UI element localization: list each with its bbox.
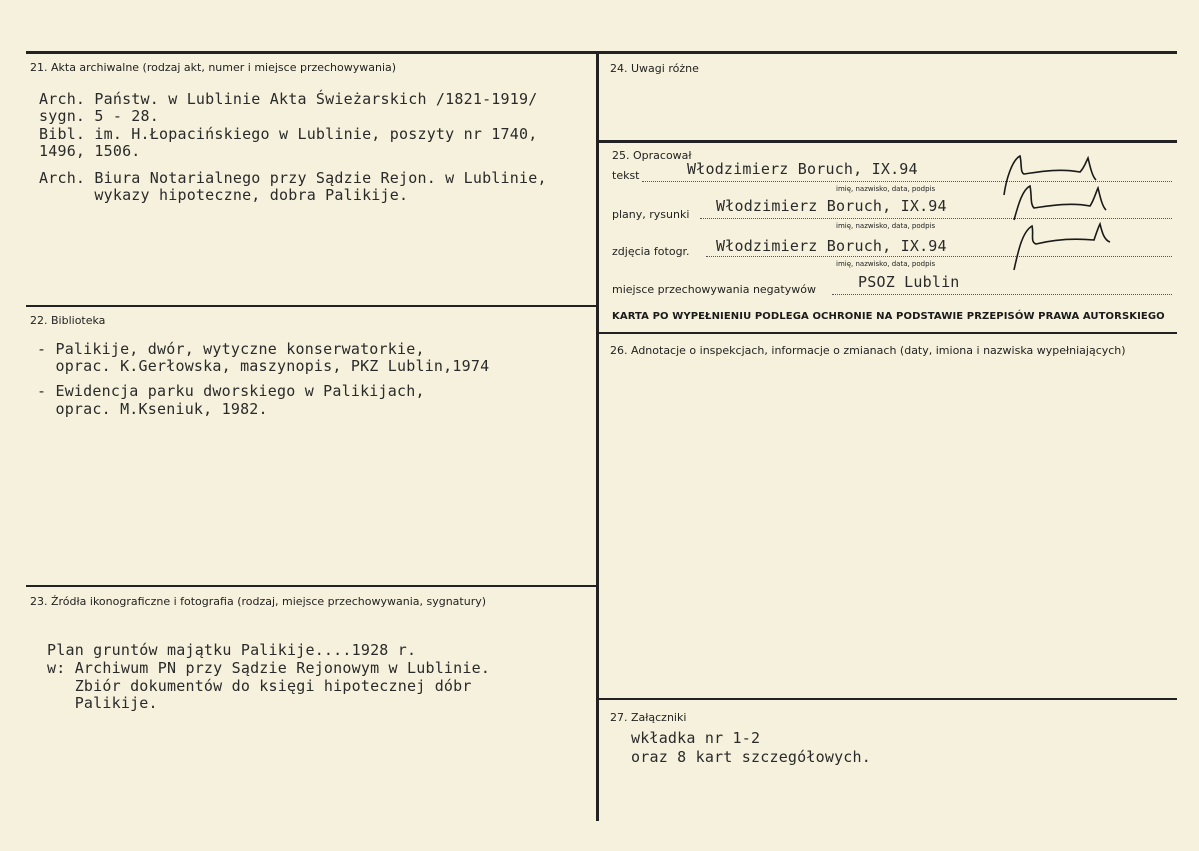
tekst-value: Włodzimierz Boruch, IX.94 bbox=[687, 160, 918, 178]
rule-22-23 bbox=[26, 585, 598, 587]
s23-line: Zbiór dokumentów do księgi hipotecznej dóbr bbox=[47, 677, 472, 695]
plany-value: Włodzimierz Boruch, IX.94 bbox=[716, 197, 947, 215]
section-22-heading: 22. Biblioteka bbox=[30, 314, 106, 327]
center-divider bbox=[596, 51, 599, 821]
negatywy-line bbox=[832, 294, 1172, 295]
s22-line: oprac. K.Gerłowska, maszynopis, PKZ Lublin,1974 bbox=[37, 357, 490, 375]
zdjecia-label: zdjęcia fotogr. bbox=[612, 245, 690, 258]
section-24-heading: 24. Uwagi różne bbox=[610, 62, 699, 75]
s27-line: wkładka nr 1-2 bbox=[631, 729, 761, 747]
s21-line: Arch. Państw. w Lublinie Akta Świeżarskich /1821-1919/ bbox=[39, 90, 538, 108]
s22-line: oprac. M.Kseniuk, 1982. bbox=[37, 400, 268, 418]
s22-line: - Ewidencja parku dworskiego w Palikijach, bbox=[37, 382, 425, 400]
s21-line: 1496, 1506. bbox=[39, 142, 141, 160]
section-21-heading: 21. Akta archiwalne (rodzaj akt, numer i miejsce przechowywania) bbox=[30, 61, 397, 74]
negatywy-value: PSOZ Lublin bbox=[858, 273, 960, 291]
rule-21-22 bbox=[26, 305, 598, 307]
plany-label: plany, rysunki bbox=[612, 208, 690, 221]
section-26-heading: 26. Adnotacje o inspekcjach, informacje o zmianach (daty, imiona i nazwiska wypełniających) bbox=[610, 344, 1126, 357]
rule-25-26 bbox=[598, 332, 1177, 334]
plany-caption: imię, nazwisko, data, podpis bbox=[836, 222, 936, 230]
s21-line: sygn. 5 - 28. bbox=[39, 107, 159, 125]
section-27-heading: 27. Załączniki bbox=[610, 711, 687, 724]
s21-line: wykazy hipoteczne, dobra Palikije. bbox=[39, 186, 409, 204]
top-rule bbox=[26, 51, 1177, 54]
s22-line: - Palikije, dwór, wytyczne konserwatorkie, bbox=[37, 340, 425, 358]
s23-line: w: Archiwum PN przy Sądzie Rejonowym w Lublinie. bbox=[47, 659, 491, 677]
section-23-heading: 23. Źródła ikonograficzne i fotografia (rodzaj, miejsce przechowywania, sygnatury) bbox=[30, 595, 487, 608]
rule-24-25 bbox=[598, 140, 1177, 143]
s23-line: Plan gruntów majątku Palikije....1928 r. bbox=[47, 641, 417, 659]
tekst-caption: imię, nazwisko, data, podpis bbox=[836, 185, 936, 193]
zdjecia-value: Włodzimierz Boruch, IX.94 bbox=[716, 237, 947, 255]
zdjecia-caption: imię, nazwisko, data, podpis bbox=[836, 260, 936, 268]
s23-line: Palikije. bbox=[47, 694, 158, 712]
s27-line: oraz 8 kart szczegółowych. bbox=[631, 748, 871, 766]
rule-26-27 bbox=[598, 698, 1177, 700]
negatywy-label: miejsce przechowywania negatywów bbox=[612, 283, 816, 296]
copyright-notice: KARTA PO WYPEŁNIENIU PODLEGA OCHRONIE NA PODSTAWIE PRZEPISÓW PRAWA AUTORSKIEGO bbox=[612, 311, 1165, 322]
section-25-heading: 25. Opracował bbox=[612, 149, 692, 162]
s21-line: Bibl. im. H.Łopacińskiego w Lublinie, poszyty nr 1740, bbox=[39, 125, 538, 143]
s21-line: Arch. Biura Notarialnego przy Sądzie Rejon. w Lublinie, bbox=[39, 169, 547, 187]
tekst-label: tekst bbox=[612, 169, 640, 182]
signature-zdjecia bbox=[1008, 218, 1118, 274]
